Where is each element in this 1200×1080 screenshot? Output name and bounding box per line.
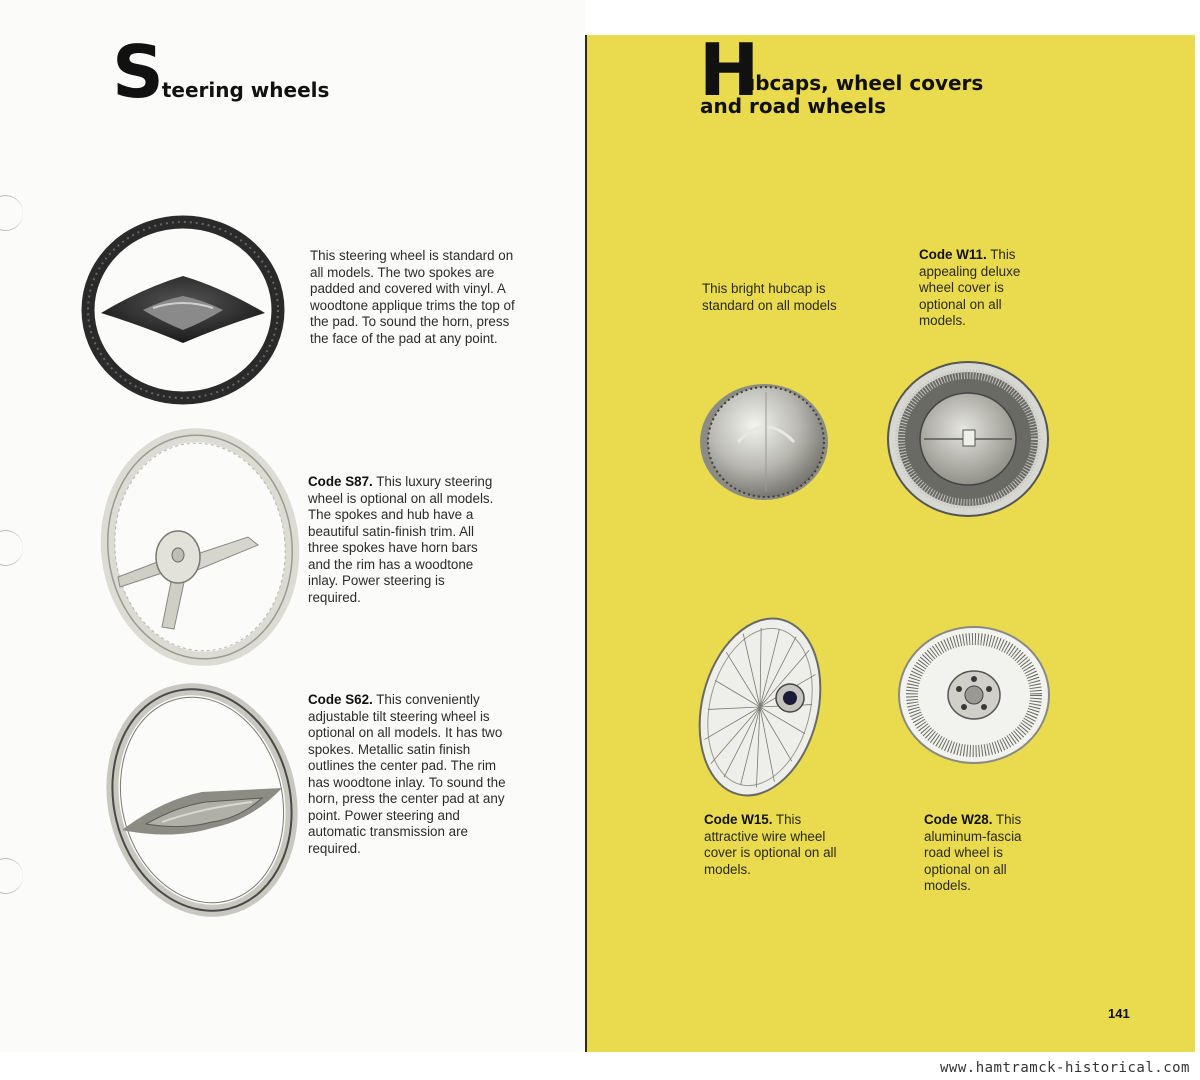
steering-wheel-s62-icon [102, 680, 302, 920]
heading-line1: ubcaps, wheel covers [741, 71, 984, 95]
w11-wheel-cover-description [919, 247, 1044, 330]
standard-hubcap-description [702, 281, 837, 314]
yellow-panel [585, 28, 1195, 1052]
item-code: Code W28. [924, 812, 993, 827]
road-wheel-w28-icon [897, 625, 1051, 765]
item-text: This bright hubcap is standard on all models [702, 281, 837, 313]
s62-steering-wheel-description [308, 692, 508, 857]
item-code: Code S87. [308, 474, 373, 489]
w28-road-wheel-description [924, 812, 1049, 895]
hubcap-standard-icon [698, 382, 830, 502]
item-text: This appealing deluxe wheel cover is optional on all models. [919, 247, 1021, 328]
source-url[interactable]: www.hamtramck-historical.com [939, 1060, 1190, 1076]
heading-initial: S [112, 30, 162, 114]
steering-wheel-standard-icon [83, 218, 283, 403]
page-number: 141 [1108, 1006, 1130, 1021]
item-code: Code S62. [308, 692, 373, 707]
heading-line2: and road wheels [700, 94, 886, 118]
hubcaps-heading [699, 28, 1099, 118]
w15-wire-wheel-description [704, 812, 849, 878]
s87-steering-wheel-description [308, 474, 501, 606]
item-code: Code W15. [704, 812, 773, 827]
item-code: Code W11. [919, 247, 987, 262]
wire-wheel-w15-icon [698, 612, 822, 802]
standard-steering-wheel-description [310, 248, 515, 347]
wheel-cover-w11-icon [886, 360, 1050, 518]
steering-wheel-s87-icon [98, 427, 303, 667]
steering-wheels-heading [112, 30, 330, 114]
heading-initial: H [699, 28, 758, 112]
item-text: This aluminum-fascia road wheel is optional on all models. [924, 812, 1022, 893]
item-text: This luxury steering wheel is optional on all models. The spokes and hub have a beautiful satin-finish trim. All three spokes have horn bars and the rim has a woodtone inlay. Power steering is required. [308, 474, 494, 605]
item-text: This conveniently adjustable tilt steering wheel is optional on all models. It has two spokes. Metallic satin finish outlines the center pad. The rim has woodtone inlay. To sound the horn, press the center pad at any point. Power steering and automatic transmission are required. [308, 692, 506, 856]
item-text: This steering wheel is standard on all models. The two spokes are padded and covered with vinyl. A woodtone applique trims the top of the pad. To sound the horn, press the face of the pad at any point. [310, 248, 515, 346]
item-text: This attractive wire wheel cover is optional on all models. [704, 812, 837, 877]
heading-text: teering wheels [161, 78, 330, 102]
